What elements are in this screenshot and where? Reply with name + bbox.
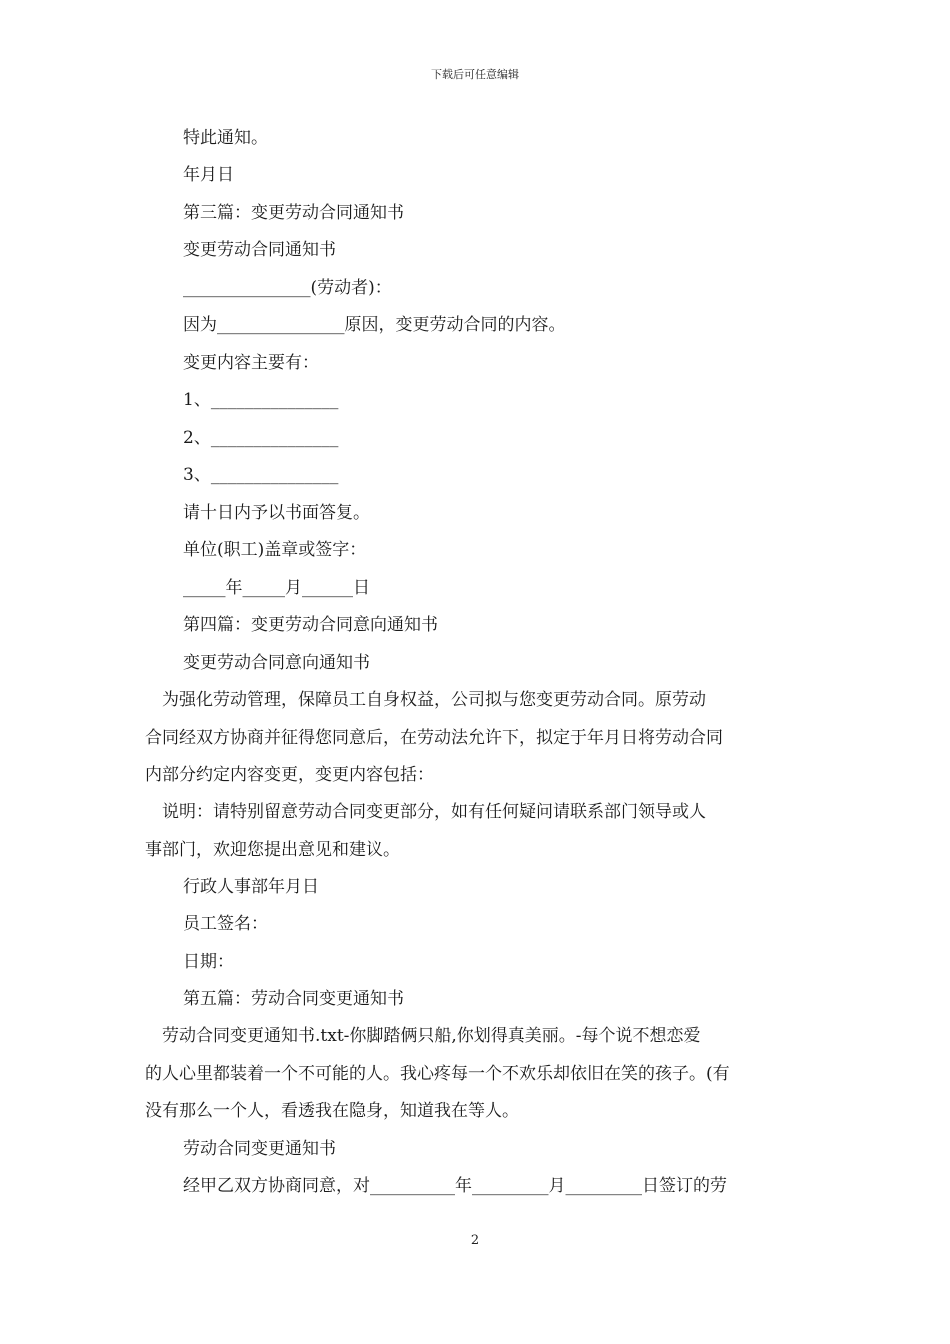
page-header: 下载后可任意编辑 [431, 68, 519, 81]
paragraph-line: 说明：请特别留意劳动合同变更部分，如有任何疑问请联系部门领导或人 [145, 802, 706, 822]
paragraph-line: 为强化劳动管理，保障员工自身权益，公司拟与您变更劳动合同。原劳动 [145, 690, 706, 710]
section-heading: 第五篇：劳动合同变更通知书 [183, 989, 404, 1009]
text-line: 经甲乙双方协商同意，对__________年_________月_________日签订的劳 [183, 1176, 727, 1196]
paragraph-line: 合同经双方协商并征得您同意后，在劳动法允许下，拟定于年月日将劳动合同 [145, 727, 723, 748]
text-line: 因为_______________原因，变更劳动合同的内容。 [183, 315, 566, 335]
text-line: 日期： [183, 952, 234, 972]
paragraph [145, 801, 810, 876]
paragraph [145, 1025, 810, 1138]
list-item: 3、_______________ [183, 465, 339, 485]
paragraph [145, 689, 810, 802]
paragraph-line: 事部门，欢迎您提出意见和建议。 [145, 839, 400, 860]
page-number: 2 [470, 1233, 480, 1248]
text-line: _______________(劳动者)： [183, 278, 392, 298]
paragraph-line: 的人心里都装着一个不可能的人。我心疼每一个不欢乐却依旧在笑的孩子。(有 [145, 1063, 730, 1084]
list-item: 1、_______________ [183, 390, 339, 410]
text-line: 变更内容主要有： [183, 353, 319, 373]
document-title: 变更劳动合同意向通知书 [183, 653, 370, 673]
text-line: 行政人事部年月日 [183, 877, 319, 897]
date-line: _____年_____月______日 [183, 578, 370, 598]
document-title: 劳动合同变更通知书 [183, 1139, 336, 1159]
paragraph-line: 内部分约定内容变更，变更内容包括： [145, 765, 434, 785]
paragraph-line: 劳动合同变更通知书.txt-你脚踏俩只船,你划得真美丽。-每个说不想恋爱 [145, 1026, 701, 1046]
text-line: 单位(职工)盖章或签字： [183, 540, 367, 560]
text-line: 年月日 [183, 165, 234, 185]
text-line: 请十日内予以书面答复。 [183, 503, 370, 523]
text-line: 特此通知。 [183, 128, 268, 148]
document-title: 变更劳动合同通知书 [183, 240, 336, 260]
paragraph-line: 没有那么一个人，看透我在隐身，知道我在等人。 [145, 1101, 519, 1121]
text-line: 员工签名： [183, 914, 268, 934]
list-item: 2、_______________ [183, 428, 339, 448]
section-heading: 第三篇：变更劳动合同通知书 [183, 203, 404, 223]
section-heading: 第四篇：变更劳动合同意向通知书 [183, 615, 438, 635]
